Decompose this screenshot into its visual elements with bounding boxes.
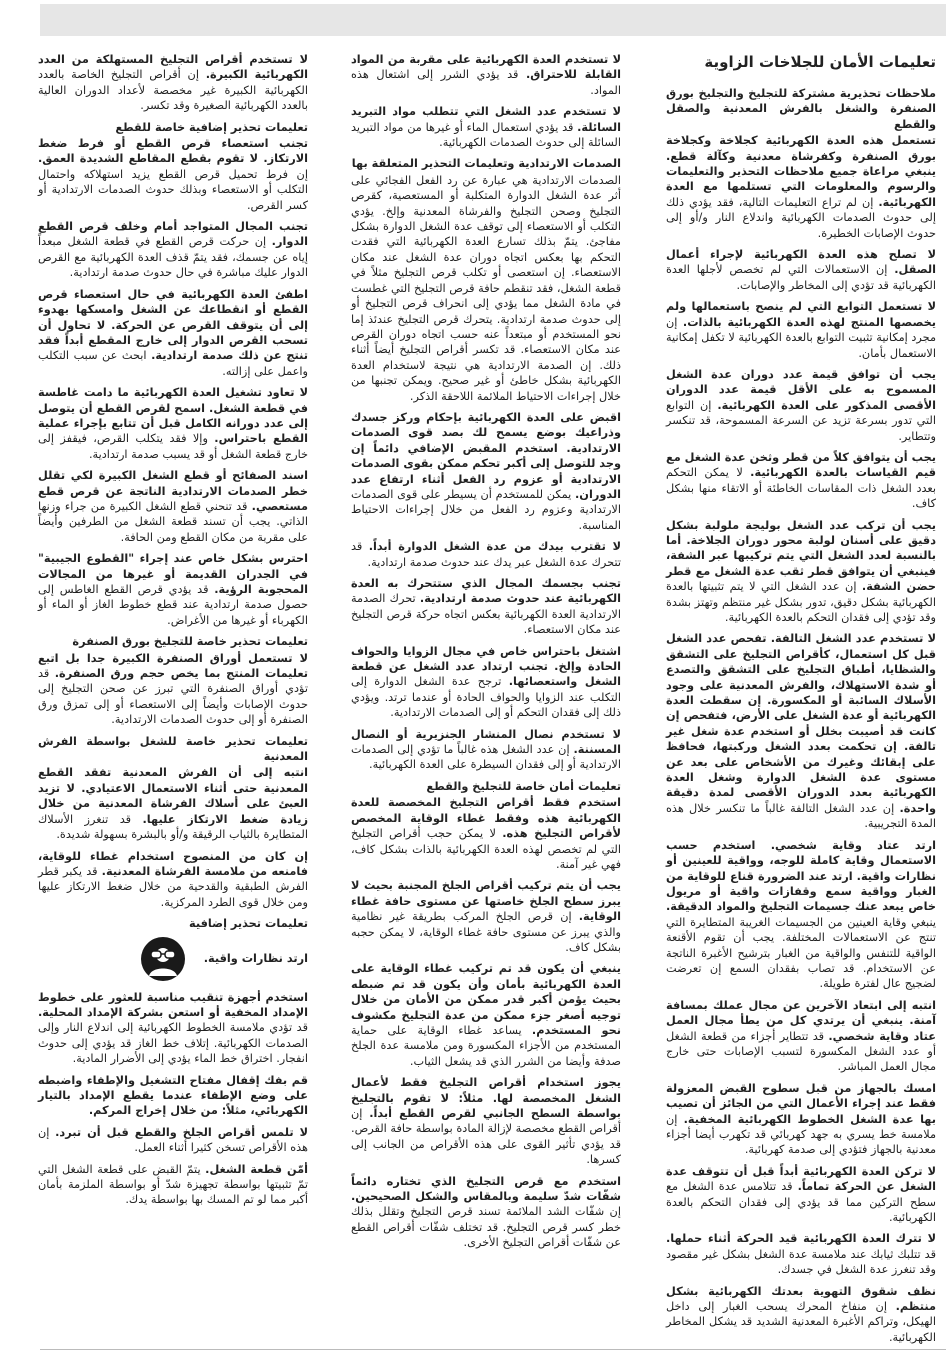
paragraph-bold-lead: لا تستخدم أقراص التجليخ المستهلكة من العدد الكهربائية الكبيرة. bbox=[38, 53, 308, 82]
paragraph bbox=[666, 299, 936, 361]
paragraph-text: إن منفاخ المحرك يسحب الغبار إلى داخل الهيكل، وتراكم الأغبرة المعدنية الشديد قد يشكل المخاطر الكهربائية. bbox=[666, 1300, 936, 1344]
section-heading: تعليمات تحذير إضافية خاصة للقطع bbox=[115, 120, 308, 134]
paragraph bbox=[351, 1174, 621, 1251]
paragraph bbox=[38, 990, 308, 1067]
paragraph bbox=[38, 287, 308, 379]
paragraph-bold-lead: لا تستعمل التوابع التي لم ينصح باستعمالها ولم يخصصها المنتج لهذه العدة الكهربائية بالذات. bbox=[666, 300, 937, 329]
paragraph-text: يمكن للمستخدم أن يسيطر على قوى الصدمات الارتدادية وعزوم رد الفعل من خلال إجراءات الاحتياط المناسبة. bbox=[351, 487, 621, 532]
paragraph bbox=[38, 468, 308, 545]
paragraph bbox=[351, 52, 621, 98]
paragraph-bold-lead: يجب أن يتوافق كلاً من قطر وثخن عدة الشغل مع قيم القياسات بالعدة الكهربائية. bbox=[666, 450, 936, 480]
paragraph-bold-lead: اطفئ العدة الكهربائية في حال استعصاء قرص القطع أو انقطاعك عن الشغل وامسكها بهدوء إلى أن يتوقف القرص عن الحركة. لا تحاول أن تسحب القرص الدوار إلى خارج المقطع أبداً فقد تنتج عن ذلك صدمة ارتدادية. bbox=[38, 287, 309, 363]
paragraph-text: قد تؤدي أوراق الصنفرة التي تبرز عن صحن التجليخ إلى حدوث الإصابات وأيضاً إلى الاستعصاء أو إلى تمزق ورق الصنفرة أو إلى حدوث الصدمات الارتدادية. bbox=[38, 667, 308, 727]
paragraph-bold-lead: تستعمل هذه العدة الكهربائية كجلاخة وكجلاخة بورق الصنفرة وكفرشاة معدنية وكآلة قطع. ينبغي مراعاة جميع ملاحظات التحذير والتعليمات والرسوم والمعلومات التي تستلمها مع العدة الكهربائية. bbox=[666, 134, 936, 209]
paragraph bbox=[38, 1073, 308, 1119]
header-bar bbox=[40, 4, 946, 36]
paragraph bbox=[666, 838, 936, 992]
paragraph bbox=[351, 173, 621, 404]
footer-rule bbox=[40, 1349, 946, 1350]
paragraph-text: قد تتلبك ثيابك عند ملامسة عدة الشغل بشكل غير مقصود وقد تنغرز عدة الشغل في جسدك. bbox=[666, 1247, 936, 1277]
paragraph-text: قد يؤدي الشرر إلى اشتعال هذه المواد. bbox=[351, 68, 621, 97]
section-heading: تعليمات تحذير خاصة للشغل بواسطة الفرش المعدنية bbox=[38, 734, 308, 764]
paragraph-bold-lead: نظف شقوق التهوية بعدتك الكهربائية بشكل منتظم. bbox=[666, 1284, 936, 1314]
paragraph-text: إن الاستعمالات التي لم تخصص لأجلها العدة الكهربائية قد تؤدي إلى المخاطر والإصابات. bbox=[666, 263, 936, 292]
page-title: تعليمات الأمان للجلاخات الزاوية bbox=[704, 53, 936, 71]
paragraph-text: الصدمات الارتدادية هي عبارة عن رد الفعل الفجائي على أثر عدة الشغل الدوارة المتكلبة أو المستعصية، كقرص التجليخ وصحن التجليخ والفرشاة المعدنية وإلخ. يؤدي التكلب أو الاستعصاء إلى توقف عدة الشغل الدوارة بشكل مفاجئ. يتمّ بذلك تسارع العدة الكهربائية التي فقدت التحكم بها بعكس اتجاه دوران عدة الشغل عند مكان الاستعصاء. إن استعصى أو تكلب قرص التجليخ مثلاً في قطعة الشغل، فقد تنقطم حافة قرص التجليخ التي غطست في مادة الشغل مما يؤدي إلى انحراف قرص التجليخ أو إلى حدوث صدمة ارتدادية. يتحرك قرص التجليخ عندئذ إما نحو المستخدم أو مبتعداً عنه حسب اتجاه دوران القرص عند مكان الاستعصاء. قد تكسر أقراص التجليخ أيضاً أثناء ذلك. إن الصدمة الارتدادية هي نتيجة لاستخدام العدة الكهربائية بشكل خاطئ أو غير صحيح. ويمكن تجنبها من خلال إجراءات الاحتياط الملائمة اللاحقة الذكر. bbox=[351, 173, 621, 403]
column-left bbox=[38, 52, 308, 1214]
section-heading: ملاحظات تحذيرية مشتركة للتجليخ والتجليخ بورق الصنفرة والشغل بالفرش المعدنية والصقل والقطع bbox=[666, 87, 936, 131]
paragraph bbox=[666, 247, 936, 293]
paragraph bbox=[351, 727, 621, 773]
paragraph-text: قد يؤدي استعمال الماء أو غيرها من مواد التبريد السائلة إلى حدوث الصدمات الكهربائية. bbox=[351, 120, 621, 150]
paragraph-text: قد تتلامس عدة الشغل مع سطح التركين مما قد يؤدي إلى فقدان التحكم بالعدة الكهربائية. bbox=[666, 1180, 936, 1225]
paragraph-bold-lead: لا تعاود تشغيل العدة الكهربائية ما دامت غاطسة في قطعة الشغل. اسمح لقرص القطع أن يتوصل إلى عدد دورانه الكامل قبل أن تتابع بإجراء عملية القطع باحتراس. bbox=[38, 386, 308, 446]
paragraph bbox=[666, 450, 936, 512]
paragraph-bold-lead: ينبغي أن يكون قد تم تركيب غطاء الوقاية على العدة الكهربائية بأمان وأن يكون قد تم ضبطه بحيث يؤمن أكبر قدر ممكن من الأمان من خلال توجيه أصغر جزء ممكن من عدة التجليخ مكشوف نحو المستخدم. bbox=[351, 962, 621, 1037]
paragraph bbox=[38, 1162, 308, 1208]
paragraph-text: إن أقراص القطع مخصصة لإزالة المادة بواسطة حافة القرص. قد يؤدي تأثير القوى على هذه الأقراص من الجانب إلى كسرها. bbox=[351, 1107, 621, 1167]
section-heading: تعليمات أمان خاصة للتجليخ والقطع bbox=[426, 779, 621, 793]
paragraph-bold-lead: انتبه إلى أن الفرش المعدنية تفقد القطع المعدنية حتى أثناء الاستعمال الاعتيادي. لا تزيد العبئ على أسلاك الفرشاة المعدنية من خلال زيادة ضغط الارتكاز عليها. bbox=[38, 766, 308, 826]
paragraph bbox=[666, 1164, 936, 1226]
paragraph-text: إن قرص الجلخ المركب بطريقة غير نظامية والذي يبرز عن مستوى حافة غطاء الوقاية، لا يمكن حجبه بشكل كاف. bbox=[351, 910, 621, 954]
column-right bbox=[666, 52, 936, 1351]
paragraph-text: قد تتحرك عدة الشغل عبر يدك عند حدوث صدمة ارتدادية. bbox=[351, 540, 621, 569]
paragraph-text: قد يؤدي قرص القطع الغاطس إلى حصول صدمة ارتدادية عند قطع خطوط الغاز أو الماء أو الكهرباء أو غيرها من الأغراض. bbox=[38, 583, 308, 627]
paragraph bbox=[38, 765, 308, 842]
paragraph-text: إن التوابع التي تدور بسرعة تزيد عن السرعة المسموحة، قد تنكسر وتتطاير. bbox=[666, 398, 936, 443]
section-heading: تعليمات تحذير خاصة للتجليخ بورق الصنفرة bbox=[72, 635, 308, 649]
paragraph-bold-lead: لا تركن العدة الكهربائية أبداً قبل أن تتوقف عدة الشغل عن الحركة تماماً. bbox=[666, 1164, 936, 1194]
paragraph bbox=[666, 1081, 936, 1158]
paragraph-bold-lead: ارتد عتاد وقاية شخصي. استخدم حسب الاستعمال وقاية كاملة للوجه، وواقية للعينين أو نظارات واقية. ارتد عند الضرورة قناع للوقاية من الغبار وواقية سمع وقفازات واقية أو مريول خاص يبعد عنك جسيمات التجليخ والمواد الدقيقة. bbox=[666, 838, 936, 914]
paragraph bbox=[351, 878, 621, 955]
paragraph-text: قد تتطاير أجزاء من قطعة الشغل أو عدد الشغل المكسورة لتسبب الإصابات حتى خارج مجال العمل المباشر. bbox=[666, 1029, 936, 1074]
section-heading: تعليمات تحذير إضافية bbox=[189, 917, 308, 931]
paragraph-text: إن عدد الشغل هذه غالباً ما تؤدي إلى الصدمات الارتدادية أو إلى فقدان السيطرة على العدة الكهربائية. bbox=[351, 743, 621, 772]
paragraph-text: تحرك الصدمة الارتدادية العدة الكهربائية بعكس اتجاه حركة قرص التجليخ عند مكان الاستعصاء. bbox=[351, 592, 621, 637]
paragraph bbox=[351, 104, 621, 150]
paragraph-text: إن مجرد إمكانية تثبيت التوابع بالعدة الكهربائية لا تكفل إمكانية الاستعمال بأمان. bbox=[666, 315, 936, 360]
paragraph-bold-lead: لا تستخدم عدد الشغل التي تتطلب مواد التبريد السائلة. bbox=[351, 105, 621, 134]
paragraph bbox=[38, 1125, 308, 1156]
paragraph-text: إن شفّات الشد الملائمة تسند قرص التجليخ وتقلل بذلك خطر كسر قرص التجليخ. قد تختلف شفّات أقراص القطع عن شفّات أقراص التجليخ الأخرى. bbox=[351, 1205, 621, 1250]
paragraph-bold-lead: انتبه إلى ابتعاد الآخرين عن مجال عملك بمسافة آمنة. ينبغي أن يرتدي كل من يطأ مجال العمل عتاد وقاية شخصي. bbox=[666, 998, 937, 1043]
paragraph bbox=[351, 410, 621, 533]
paragraph-bold-lead: أمّن قطعة الشغل. bbox=[205, 1162, 308, 1176]
paragraph bbox=[351, 961, 621, 1069]
paragraph-bold-lead: اقبض على العدة الكهربائية بإحكام وركز جسدك وذراعيك بوضع يسمح لك بصد قوى الصدمات الارتدادية. استخدم المقبض الإضافي دائماً إن وجد للتوصل إلى أكبر تحكم ممكن بقوى الصدمات الارتدادية أو عزوم رد الفعل أثناء ارتفاع عدد الدوران. bbox=[351, 410, 621, 501]
paragraph bbox=[38, 219, 308, 281]
paragraph-bold-lead: تجنب استعصاء قرص القطع أو فرط ضغط الارتكاز. لا تقوم بقطع المقاطع الشديدة العمق. bbox=[38, 137, 308, 166]
paragraph bbox=[666, 998, 936, 1075]
paragraph bbox=[351, 795, 621, 872]
paragraph-bold-lead: لا تستخدم عدد الشغل التالفة. تفحص عدد الشغل قبل كل استعمال، كأقراص التجليخ على التشقق والشظايا، أطباق التجليخ على التشقق والتصدع أو شدة الاستهلاك، والفرش المعدنية على وجود الأسلاك السائبة أو المكسورة. إن سقطت العدة الكهربائية أو عدة الشغل على الأرض، فتفحص إن كانت قد أصيبت بخلل أو استخدم عدة شغل غير تالفة. إن تحكمت بعدد الشغل وركبتها، فحافظ على إبقائك وغيرك من الأشخاص على بعد عن مستوى عدة الشغل الدوارة وشغل العدة الكهربائية بعدد الدوران الأقصى لمدة دقيقة واحدة. bbox=[666, 632, 936, 815]
paragraph-bold-lead: اسند الصفائح أو قطع الشغل الكبيرة لكي تقلل خطر الصدمات الارتدادية الناتجة عن قرص قطع مستعصي. bbox=[38, 469, 308, 513]
paragraph-bold-lead: لا تلمس أقراص الجلخ والقطع قبل أن تبرد. bbox=[55, 1125, 309, 1139]
paragraph-text: قد يكبر قطر الفرش الطبقية والقدحية من خلال ضغط الارتكاز عليها ومن خلال قوى الطرد المركزية. bbox=[38, 864, 308, 909]
column-middle bbox=[351, 52, 621, 1257]
paragraph-text: إن ملامسة خط يسري به جهد كهربائي قد تكهرب أيضا أجزاء معدنية بالجهاز فتؤدي إلى صدمة كهربائية. bbox=[666, 1112, 936, 1157]
paragraph-bold-lead: يجب أن يتم تركيب أقراص الجلخ المجنبة بحيث لا يبرز سطح الجلخ خاصتها عن مستوى حافة غطاء الوقاية. bbox=[351, 879, 621, 924]
paragraph bbox=[351, 644, 621, 721]
safety-goggles-icon bbox=[140, 936, 186, 982]
section-heading: الصدمات الارتدادية وتعليمات التحذير المتعلقة بها bbox=[351, 157, 621, 171]
paragraph-bold-lead: يجوز استخدام أقراص التجليخ فقط لأعمال الشغل المخصصة لها. مثلاً: لا تقوم بالتجليخ بواسطة السطح الجانبي لقرص القطع أبداً. bbox=[351, 1076, 621, 1120]
paragraph bbox=[38, 136, 308, 213]
paragraph bbox=[666, 1231, 936, 1277]
paragraph-text: قد تنحني قطع الشغل الكبيرة من جراء وزنها الذاتي. يجب أن تسند قطعة الشغل من الطرفين وأيضاً على مقربة من مكان القطع ومن الحافة. bbox=[38, 499, 308, 544]
paragraph-text: قد تنغرز الأسلاك المتطايرة بالثياب الرقيقة و/أو بالبشرة بسهولة شديدة. bbox=[38, 812, 308, 842]
paragraph-text: إن لم تراع التعليمات التالية، فقد يؤدي ذلك إلى حدوث الصدمات الكهربائية واندلاع النار و/أو إلى حدوث الإصابات الخطيرة. bbox=[666, 195, 936, 240]
paragraph bbox=[38, 849, 308, 911]
paragraph-text: ابحث عن سبب التكلب واعمل على إزالته. bbox=[38, 349, 308, 378]
paragraph-text: ترجح عدة الشغل الدوارة إلى التكلب عند الزوايا والحواف الحادة أو عندما ترتد. ويؤدي ذلك إلى فقدان التحكم أو إلى الصدمات الارتدادية. bbox=[351, 675, 621, 720]
paragraph-bold-lead: احترس بشكل خاص عند إجراء "القطوع الجيبية" في الجدران القديمة أو غيرها من المجالات المحجوبة الرؤية. bbox=[38, 552, 308, 596]
paragraph-bold-lead: اشتغل باحتراس خاص في مجال الزوايا والحواف الحادة وإلخ. تجنب ارتداد عدد الشغل عن قطعة الشغل واستعصائها. bbox=[351, 644, 621, 689]
paragraph bbox=[38, 551, 308, 628]
paragraph-text: إن حركت قرص القطع في قطعة الشغل مبعداً إياه عن جسمك، فقد يتمّ قذف العدة الكهربائية مع القرص الدوار عليك مباشرة في حال حدوث صدمة ارتدادية. bbox=[38, 235, 308, 280]
paragraph bbox=[666, 631, 936, 831]
paragraph-bold-lead: لا تستخدم العدة الكهربائية على مقربة من المواد القابلة للاحتراق. bbox=[351, 53, 621, 82]
paragraph bbox=[666, 133, 936, 241]
safety-sign-row bbox=[38, 936, 308, 982]
paragraph bbox=[666, 367, 936, 444]
paragraph-text: إن فرط تحميل قرص القطع يزيد استهلاكه واحتمال التكلب أو الاستعصاء وبذلك حدوث الصدمات الارتدادية أو كسر القرص. bbox=[38, 167, 308, 212]
sign-caption: ارتد نظارات واقية. bbox=[203, 951, 308, 965]
paragraph-text: يساعد غطاء الوقاية على حماية المستخدم من الأجزاء المكسورة ومن ملامسة عدة الجلخ صدفة وأيضا من الشرر الذي قد يشعل الثياب. bbox=[351, 1023, 621, 1068]
paragraph-text: إن عدد الشغل التي لا يتم تثبيتها بالعدة الكهربائية بشكل دقيق، تدور بشكل غير منتظم وتهتز بشدة وقد تؤدي إلى فقدان التحكم بالعدة الكهربائية. bbox=[666, 580, 936, 624]
paragraph-text: إن عدد الشغل التالفة غالباً ما تنكسر خلال هذه المدة التجريبية. bbox=[666, 801, 936, 831]
paragraph bbox=[351, 539, 621, 570]
paragraph-bold-lead: تجنب المجال المتواجد أمام وخلف قرص القطع الدوار. bbox=[38, 220, 308, 249]
paragraph-bold-lead: استخدم مع قرص التجليخ الذي تختاره دائماً شفّات شدّ سليمة وبالمقاس والشكل الصحيحين. bbox=[351, 1174, 621, 1204]
paragraph-bold-lead: استخدم فقط أقراص التجليخ المخصصة للعدة الكهربائية هذه وفقط غطاء الوقاية المخصص لأقراص التجليخ هذه. bbox=[351, 796, 621, 841]
paragraph-bold-lead: يجب أن تركب عدد الشغل بوليجة ملولبة بشكل دقيق على أسنان لولبة محور دوران الجلاخة. أما بالنسبة لعدد الشغل التي يتم تركيبها عبر الشفة، فينبغي أن يتوافق قطر ثقب عدة الشغل مع قطر حضن الشفة. bbox=[666, 518, 936, 594]
paragraph bbox=[666, 518, 936, 626]
paragraph-bold-lead: إن كان من المنصوح استخدام غطاء للوقاية، فامنعه من ملامسة الفرشاة المعدنية. bbox=[38, 849, 309, 878]
paragraph-bold-lead: استخدم أجهزة تنقيب مناسبة للعثور على خطوط الإمداد المخفية أو استعن بشركة الإمداد المحلية. bbox=[38, 990, 308, 1019]
paragraph bbox=[351, 1075, 621, 1167]
paragraph-bold-lead: قم بفك إقفال مفتاح التشغيل والإطفاء واضبطه على وضع الإطفاء عندما يقطع الإمداد بالتيار الكهربائي، مثلاً: من خلال إخراج المركم. bbox=[38, 1073, 308, 1118]
paragraph-text: إن هذه الأقراص تسخن كثيرا أثناء العمل. bbox=[38, 1125, 308, 1155]
paragraph bbox=[38, 52, 308, 114]
paragraph-bold-lead: لا تصلح هذه العدة الكهربائية لإجراء أعمال الصقل. bbox=[666, 248, 936, 277]
paragraph bbox=[351, 576, 621, 638]
paragraph-bold-lead: لا تترك العدة الكهربائية قيد الحركة أثناء حملها. bbox=[666, 1232, 936, 1246]
paragraph bbox=[38, 385, 308, 462]
paragraph-bold-lead: لا تستخدم نصال المنشار الجنزيرية أو النصال المسننة. bbox=[351, 727, 621, 757]
paragraph-text: لا يمكن حجب أقراص التجليخ التي لم تخصص لهذه العدة الكهربائية بالذات بشكل كاف، فهي غير آمنة. bbox=[351, 827, 621, 871]
paragraph-bold-lead: يجب أن توافق قيمة عدد دوران عدة الشغل المسموح به على الأقل قيمة عدد الدوران الأقصى المذكور على العدة الكهربائية. bbox=[666, 367, 936, 412]
paragraph-text: إن أقراص التجليخ الخاصة بالعدد الكهربائية الكبيرة غير مخصصة لأعداد الدوران العالية بالعدد الكهربائية الصغيرة وقد تكسر. bbox=[38, 68, 308, 113]
paragraph-text: يتمّ القبض على قطعة الشغل التي تمّ تثبيتها بواسطة تجهيزة شدّ أو بواسطة الملزمة بأمان أكبر مما لو تم المسك بها بواسطة يدك. bbox=[38, 1162, 308, 1207]
paragraph-text: وإلا فقد يتكلب القرص، فيقفز إلى خارج قطعة الشغل أو قد يسبب صدمة ارتدادية. bbox=[38, 432, 308, 461]
paragraph-bold-lead: لا تقترب بيدك من عدة الشغل الدوارة أبداً. bbox=[368, 540, 621, 554]
paragraph bbox=[666, 1284, 936, 1346]
paragraph-bold-lead: امسك بالجهاز من قبل سطوح القبض المعزولة فقط عند إجراء الأعمال التي من الجائز أن تصيب بها عدة الشغل الخطوط الكهربائية المخفية. bbox=[666, 1081, 937, 1126]
paragraph-text: قد تؤدي ملامسة الخطوط الكهربائية إلى اندلاع النار وإلى الصدمات الكهربائية. إتلاف خط الغاز قد يؤدي إلى حدوث انفجار. اختراق خط الماء يؤدي إلى الأضرار المادية. bbox=[38, 1021, 308, 1066]
paragraph-bold-lead: تجنب بجسمك المجال الذي ستتحرك به العدة الكهربائية عند حدوث صدمة ارتدادية. bbox=[351, 577, 622, 606]
paragraph bbox=[38, 651, 308, 728]
paragraph-text: ينبغي وقاية العينين من الجسيمات الغريبة المتطايرة التي تنتج عن الاستعمالات المختلفة. يجب أن تقوم الأقنعة الواقية للتنفس والواقية من الغبار بترشيح الأغبرة الناتجة عن الاستخدام. قد تصاب بفقدان السمع إن تعرضت لضجيج عال لفترة طويلة. bbox=[666, 915, 936, 991]
paragraph-text: لا يمكن التحكم بعدد الشغل ذات المقاسات الخاطئة أو الاتقاء منها بشكل كاف. bbox=[666, 466, 936, 511]
paragraph-bold-lead: لا تستعمل أوراق الصنفرة الكبيرة جدا بل اتبع تعليمات المنتج بما يخص حجم ورق الصنفرة. bbox=[38, 651, 309, 681]
